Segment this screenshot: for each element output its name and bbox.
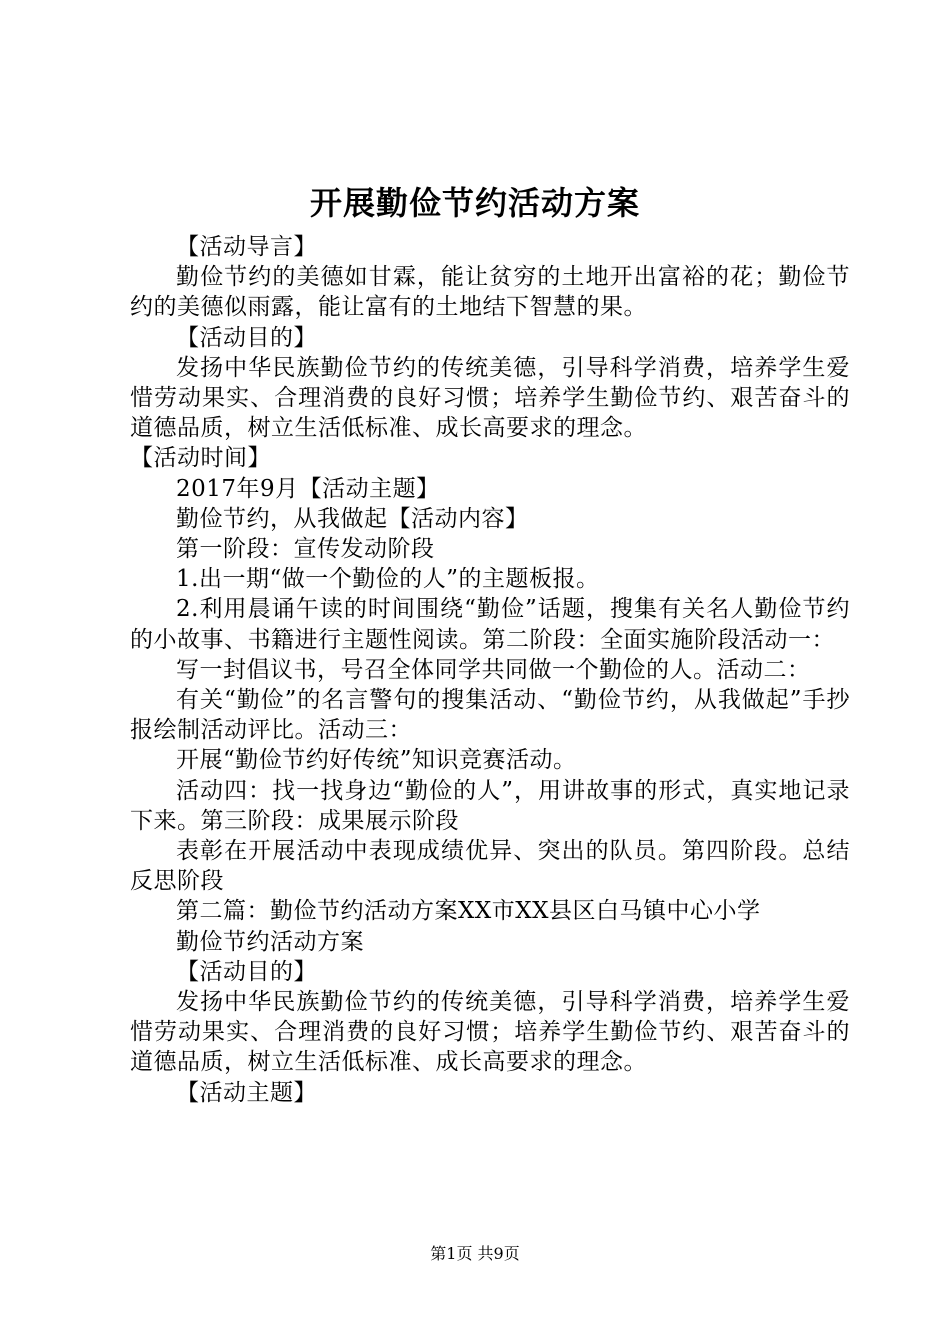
- section-heading-time: 【活动时间】: [130, 445, 271, 472]
- paragraph-activity-four: 活动四：找一找身边“勤俭的人”，用讲故事的形式，真实地记录下来。第三阶段：成果展示阶段: [130, 777, 850, 834]
- paragraph-second-article: 第二篇：勤俭节约活动方案XX市XX县区白马镇中心小学: [176, 898, 761, 925]
- paragraph-purpose-2: 发扬中华民族勤俭节约的传统美德，引导科学消费，培养学生爱惜劳动果实、合理消费的良好习惯；培养学生勤俭节约、艰苦奋斗的道德品质，树立生活低标准、成长高要求的理念。: [130, 989, 850, 1076]
- document-title: 开展勤俭节约活动方案: [309, 184, 640, 222]
- paragraph-activity-three: 开展“勤俭节约好传统”知识竞赛活动。: [176, 747, 577, 774]
- paragraph-commendation: 表彰在开展活动中表现成绩优异、突出的队员。第四阶段。总结反思阶段: [130, 838, 850, 895]
- section-heading-intro: 【活动导言】: [176, 234, 317, 260]
- section-heading-theme-2: 【活动主题】: [176, 1079, 317, 1106]
- document-body: [130, 232, 850, 1108]
- section-heading-purpose: 【活动目的】: [176, 324, 317, 351]
- paragraph-item-1: 1.出一期“做一个勤俭的人”的主题板报。: [176, 566, 600, 593]
- paragraph-activity-one: 写一封倡议书，号召全体同学共同做一个勤俭的人。活动二：: [176, 656, 811, 683]
- paragraph-purpose: 发扬中华民族勤俭节约的传统美德，引导科学消费，培养学生爱惜劳动果实、合理消费的良好习惯；培养学生勤俭节约、艰苦奋斗的道德品质，树立生活低标准、成长高要求的理念。: [130, 354, 850, 442]
- paragraph-activity-two: 有关“勤俭”的名言警句的搜集活动、“勤俭节约，从我做起”手抄报绘制活动评比。活动三：: [130, 687, 850, 744]
- paragraph-theme-content: 勤俭节约，从我做起【活动内容】: [176, 505, 529, 532]
- paragraph-intro: 勤俭节约的美德如甘霖，能让贫穷的土地开出富裕的花；勤俭节约的美德似雨露，能让富有的土地结下智慧的果。: [130, 264, 850, 321]
- paragraph-time-theme: 2017年9月【活动主题】: [176, 475, 440, 502]
- page-footer: 第1页 共9页: [430, 1244, 520, 1263]
- paragraph-item-2: 2.利用晨诵午读的时间围绕“勤俭”话题，搜集有关名人勤俭节约的小故事、书籍进行主题性阅读。第二阶段：全面实施阶段活动一：: [130, 596, 850, 653]
- paragraph-plan-title: 勤俭节约活动方案: [176, 928, 364, 955]
- section-heading-purpose-2: 【活动目的】: [176, 958, 317, 985]
- paragraph-stage-one: 第一阶段：宣传发动阶段: [176, 536, 435, 563]
